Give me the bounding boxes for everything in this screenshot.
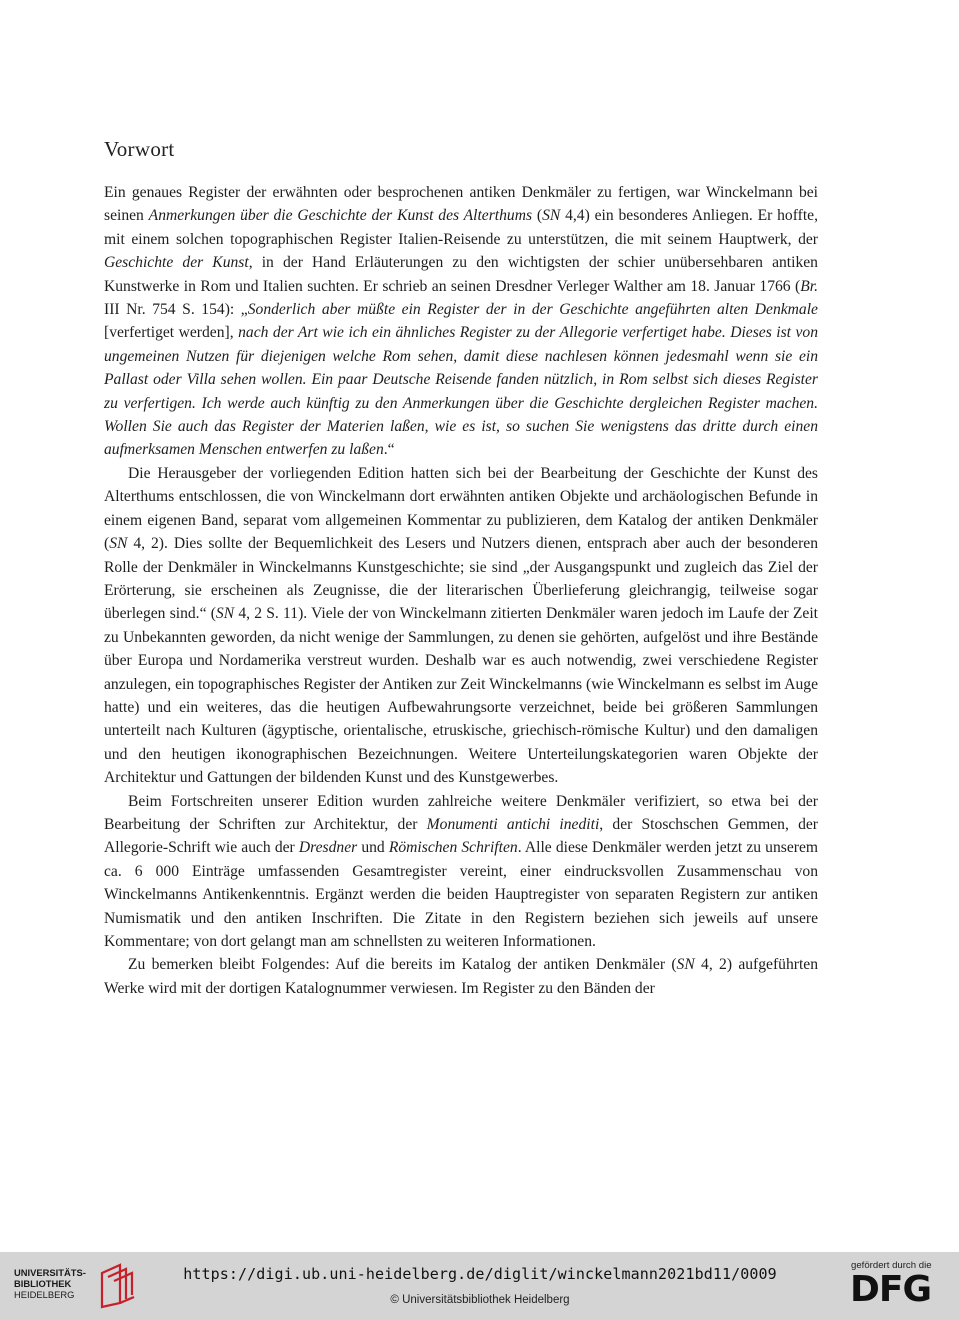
italic-text: Geschichte der Kunst [104, 254, 249, 272]
italic-text: Br. [800, 277, 818, 295]
paragraph [104, 790, 818, 954]
italic-text: SN [542, 207, 561, 225]
dfg-logo[interactable]: DFG [850, 1269, 932, 1310]
italic-text: Anmerkungen über die Geschichte der Kunst des Alterthums [148, 207, 533, 225]
italic-text: SN [215, 605, 235, 623]
italic-text: Dresdner [298, 839, 358, 857]
italic-text: Monumenti antichi inediti [426, 815, 600, 833]
text-run: ( [532, 207, 543, 225]
text-run: und [357, 839, 389, 857]
text-run: 4, 2 S. 11). Viele der von Winckelmann zitierten Denkmäler waren jedoch im Laufe der Zeit zu Unbekannten geworden, da nicht wenige der Sammlungen, zu denen sie gehörten, aufgelöst und ihre Bestände über Europa und Nordamerika verstreut wurden. Deshalb war es auch notwendig, zwei verschiedene Register anzulegen, ein topographisches Register der Antiken zur Zeit Winckelmanns (wie Winckelmann es selbst im Auge hatte) und ein weiteres, das die heutigen Aufbewahrungsorte verzeichnet, beide bei größeren Sammlungen unterteilt nach Kulturen (ägyptische, orientalische, etruskische, griechisch-römische Kultur) und den damaligen und den heutigen ikonographischen Bezeichnungen. Weitere Unterteilungskategorien waren Objekte der Architektur und Gattungen der bildenden Kunst und des Kunstgewerbes. [104, 605, 819, 787]
italic-text: Römischen Schriften [388, 839, 518, 857]
paragraph [104, 953, 818, 1000]
text-run: Die Herausgeber der vorliegenden Edition hatten sich bei der Bearbeitung der Geschichte der Kunst des Alterthums entschlossen, die von Winckelmann dort erwähnten antiken Objekte und archäologischen Befunde in einem eigenen Band, separat vom allgemeinen Kommentar zu publizieren, dem Katalog der antiken Denkmäler ( [104, 464, 818, 553]
paragraph [104, 462, 818, 790]
library-name: UNIVERSITÄTS- BIBLIOTHEK HEIDELBERG [14, 1267, 86, 1301]
text-run: . Alle diese Denkmäler werden jetzt zu unserem ca. 6 000 Einträge umfassenden Gesamtregister vereint, einer eindrucksvollen Zusammenschau von Winckelmanns Antikenkenntnis. Ergänzt werden die beiden Hauptregister von separaten Registern zur antiken Numismatik und den antiken Inschriften. Die Zitate in den Registern beziehen sich jeweils auf unsere Kommentare; von dort gelangt man am schnellsten zu weiteren Informationen. [104, 839, 819, 950]
permalink-url[interactable]: https://digi.ub.uni-heidelberg.de/diglit/winckelmann2021bd11/0009 [183, 1265, 777, 1283]
page-title: Vorwort [104, 137, 175, 161]
library-logo[interactable] [14, 1263, 139, 1311]
text-run: , der Stoschschen Gemmen, der Allegorie-Schrift wie auch der [104, 815, 818, 857]
italic-text: Sonderlich aber müßte ein Register der in der Geschichte angeführten alten Denkmale [247, 301, 818, 319]
text-run: [verfertiget werden], [104, 324, 239, 342]
body-text [104, 181, 818, 1000]
text-run: 4,4) ein besonderes Anliegen. Er hoffte, mit einem solchen topographischen Register Italien-Reisende zu unterstützen, die mit seinem Hauptwerk, der [104, 207, 818, 248]
library-mark-icon [98, 1263, 138, 1309]
italic-text: SN [109, 535, 128, 553]
text-run: 4, 2). Dies sollte der Bequemlichkeit des Lesers und Nutzers dienen, entsprach aber auch der besonderen Rolle der Denkmäler in Winckelmanns Kunstgeschichte; sie sind „der Ausgangspunkt und zugleich das Ziel der Erörterung, sie erscheinen als Zeugnisse, die der literarischen Überlieferung gleichrangig, teilweise sogar überlegen sind.“ ( [104, 535, 818, 623]
text-run: III Nr. 754 S. 154): „ [104, 301, 248, 319]
copyright-notice: © Universitätsbibliothek Heidelberg [390, 1294, 570, 1306]
italic-text: SN [676, 956, 695, 974]
paragraph [104, 181, 818, 462]
text-run: 4, 2) aufgeführten Werke wird mit der dortigen Katalognummer verwiesen. Im Register zu den Bänden der [104, 956, 818, 997]
text-run: .“ [383, 441, 395, 459]
text-run: , in der Hand Erläuterungen zu den wichtigsten der schier unübersehbaren antiken Kunstwerke in Rom und Italien suchten. Er schrieb an seinen Dresdner Verleger Walther am 18. Januar 1766 ( [104, 254, 818, 295]
text-run: Zu bemerken bleibt Folgendes: Auf die bereits im Katalog der antiken Denkmäler ( [128, 956, 677, 974]
funder-caption: gefördert durch die [851, 1260, 932, 1271]
viewer-footer [0, 1252, 959, 1320]
text-run: Beim Fortschreiten unserer Edition wurden zahlreiche weitere Denkmäler verifiziert, so etwa bei der Bearbeitung der Schriften zur Architektur, der [104, 792, 818, 833]
text-run: Ein genaues Register der erwähnten oder besprochenen antiken Denkmäler zu fertigen, war Winckelmann bei seinen [104, 184, 818, 225]
italic-text: nach der Art wie ich ein ähnliches Register zu der Allegorie verfertiget habe. Dieses ist von ungemeinen Nutzen für diejenigen welche Rom sehen, damit diese nachlesen können jedesmahl wenn sie ein Pallast oder Villa sehen wollen. Ein paar Deutsche Reisende fanden nützlich, in Rom selbst sich dieses Register zu verfertigen. Ich werde auch künftig zu den Anmerkungen über die Geschichte dergleichen Register machen. Wollen Sie auch das Register der Materien laßen, wie es ist, so suchen Sie wenigstens das dritte durch einen aufmerksamen Menschen entwerfen zu laßen [104, 324, 819, 459]
